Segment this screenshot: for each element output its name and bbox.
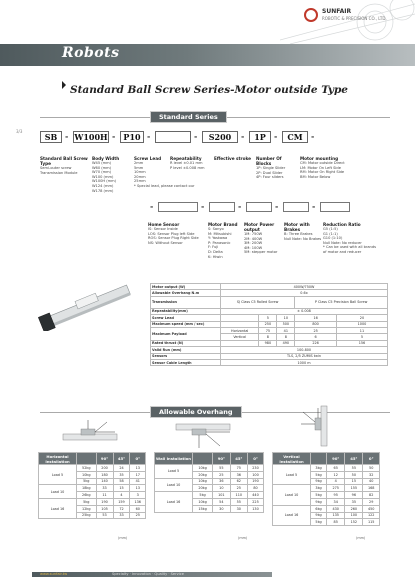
code-part-repeatability <box>155 131 191 143</box>
table-row: 10kg 180 35 17 <box>39 471 146 478</box>
table-row: 20kg 10 25 80 <box>155 485 264 492</box>
column-mounting: Motor mounting CM: Motor outside Direct LM: Motor On Left Side RM: Motor On Right Side BM: Motor Below <box>300 156 345 179</box>
wall-install-figure <box>170 418 240 450</box>
table-row: 5kg 12 50 32 <box>273 471 380 478</box>
table-row: Load 5 10kg 55 75 230 <box>155 465 264 472</box>
code-part-reduction <box>320 202 350 212</box>
code-dash: - <box>241 131 245 141</box>
table-row: 10kg 54 55 225 <box>155 498 264 505</box>
horizontal-overhang-table: Horizontal Installation 90° 45° 0° Load 5 52kg 200 24 13 10kg 180 35 17 5kg 140 58 41 Load 10 18kg 33 15 13 26kg 11 4 3 Load 16 5kg 190 159 136 12kg 105 72 60 25kg 53 33 25 <box>38 452 146 519</box>
table-row: Load 16 6kg 430 260 450 <box>273 505 380 512</box>
table-row: Repeatability(mm) ± 0.008 <box>151 308 388 314</box>
section-heading: Standard Ball Screw Series-Motor outside Type <box>70 84 348 96</box>
product-image <box>38 283 138 331</box>
code-dash: - <box>311 131 315 141</box>
table-row: 9kg 34 35 29 <box>273 498 380 505</box>
table-row: Transmission SJ Class C5 Rolled Screw P Class C5 Precision Ball Screw <box>151 296 388 308</box>
vertical-install-figure <box>295 404 355 448</box>
code-part-lead: P10 <box>120 131 144 143</box>
table-row: Sensors TLS, 2/5 ZUMIS twin <box>151 353 388 359</box>
unit-label: (mm) <box>356 536 366 540</box>
spec-table <box>150 283 388 366</box>
code-dash: - <box>201 201 205 211</box>
column-sensor: Home Sensor IS: Sensor Inside LOS: Sensor Plug left Side ROS: Sensor Plug Right Side NS: Without Sensor <box>148 222 199 245</box>
logo-subtitle: ROBOTIC & PRECISION CO., LTD. <box>322 16 387 21</box>
allowable-overhang-label: Allowable Overhang <box>150 406 242 418</box>
column-stroke: Effective stroke <box>214 156 251 161</box>
code-part-power <box>246 202 272 212</box>
unit-label: (mm) <box>118 536 128 540</box>
table-row: Allowable Overhang N.m 0.6x <box>151 290 388 296</box>
column-type: Standard Ball Screw Type Semi-outer screw Transmission Module <box>40 156 88 175</box>
table-row: Maximum speed (mm / sec) 250 500 800 1000 <box>151 321 388 327</box>
table-row: Rated thrust (N) 980 490 226 156 <box>151 340 388 346</box>
code-part-stroke: S200 <box>202 131 238 143</box>
standard-series-label: Standard Series <box>150 111 227 123</box>
table-row: Load 16 5kg 190 159 136 <box>39 498 146 505</box>
heading-arrow-icon <box>62 81 66 89</box>
code-dash: - <box>147 131 151 141</box>
column-repeatability: Repeatability R level ±0.01 mm P level ±0.008 mm <box>170 156 205 170</box>
code-part-blocks: 1P <box>249 131 271 143</box>
column-power: Motor Power output 1M: 750W 2M: 400W 3M: 200W 4M: 100W 5M: stepper motor <box>244 222 278 255</box>
vertical-overhang-table: Vertical Installation 90° 45° 0° Load 5 3kg 65 55 50 5kg 12 50 32 9kg 4 15 40 Load 10 3kg 275 155 168 5kg 95 96 82 9kg 34 35 29 Load 16 6kg 430 260 450 9kg 135 100 122 5kg 85 152 115 <box>272 452 380 526</box>
table-row: 5kg 140 58 41 <box>39 478 146 485</box>
table-row: 25kg 53 33 25 <box>39 512 146 519</box>
code-part-width: W100H <box>74 132 108 142</box>
footer-url[interactable]: www.sunfair.tw <box>40 572 68 576</box>
code-dash: - <box>238 201 242 211</box>
table-row: Maximum Payload Horizontal 75 41 25 11 <box>151 327 388 333</box>
table-row: Vertical 8 8 6 5 <box>151 334 388 340</box>
code-dash: - <box>274 131 278 141</box>
column-reduction: Reduction Ratio G5 (1:5) G1 (1:1) G10 (1:10) Null Note: No reducer * Can be used with all brands of motor and reducer <box>323 222 376 254</box>
table-row: Screw Lead 5 10 16 20 <box>151 315 388 321</box>
code-dash: - <box>112 131 116 141</box>
column-brand: Motor Brand S: Sanyo M: Mitsubishi Y: Yaskawa P: Panasonic F: Fuji D: Delta K: Hiwin <box>208 222 238 259</box>
table-row: Valid Run (mm) 100-800 <box>151 347 388 353</box>
code-part-mounting: CM <box>282 131 308 143</box>
code-part-type: SB <box>40 131 62 143</box>
table-row: 5kg 85 152 115 <box>273 519 380 526</box>
table-row: 5kg 95 96 82 <box>273 492 380 499</box>
table-row: 26kg 11 4 3 <box>39 492 146 499</box>
table-row: 9kg 135 100 122 <box>273 512 380 519</box>
table-row: Motor output (W) 400W/750W <box>151 284 388 290</box>
wall-overhang-table: Wall Installation 90° 45° 0° Load 5 10kg 55 75 230 20kg 25 36 100 Load 10 10kg 36 62 190 20kg 10 25 80 Load 16 5kg 101 110 440 10kg 54 55 225 15kg 30 30 130 <box>154 452 264 513</box>
table-row: 9kg 4 15 40 <box>273 478 380 485</box>
code-dash: - <box>312 201 316 211</box>
table-row: 12kg 105 72 60 <box>39 505 146 512</box>
table-row: Load 16 5kg 101 110 440 <box>155 492 264 499</box>
table-row: Load 10 10kg 36 62 190 <box>155 478 264 485</box>
code-dash: - <box>150 201 154 211</box>
code-part-brake <box>283 202 309 212</box>
table-row: Load 5 3kg 65 55 50 <box>273 465 380 472</box>
code-part-brand <box>209 202 235 212</box>
page-title: Robots <box>62 45 120 61</box>
footer-slogan: Specialty · Innovation · Quality · Service <box>112 572 184 576</box>
code-dash: - <box>275 201 279 211</box>
column-blocks: Number Of Blocks 1P: Single Slider 2P: Dual Slider 4P: Four sliders <box>256 156 286 180</box>
side-tag: 3/3 <box>16 129 23 134</box>
logo-icon <box>304 8 318 22</box>
table-row: Load 10 3kg 275 155 168 <box>273 485 380 492</box>
column-lead: Screw Lead 2mm 5mm 10mm 20mm 25mm * Special lead, please contact our <box>134 156 195 188</box>
table-row: 20kg 25 36 100 <box>155 471 264 478</box>
unit-label: (mm) <box>238 536 248 540</box>
table-row: Sensor Cable Length 1000 m <box>151 359 388 365</box>
logo-text: SUNFAIR <box>322 8 352 15</box>
code-dash: - <box>65 131 69 141</box>
table-row: 15kg 30 30 130 <box>155 505 264 512</box>
code-dash: - <box>194 131 198 141</box>
column-width: Body Width W45 (mm) W60 (mm) W70 (mm) W100 (mm) W100H (mm) W124 (mm) W178 (mm) <box>92 156 120 193</box>
column-brake: Motor with Brakes B: Three Brakes Null Note: No Brakes <box>284 222 322 241</box>
table-row: Load 10 18kg 33 15 13 <box>39 485 146 492</box>
code-part-sensor <box>158 202 198 212</box>
horizontal-install-figure <box>55 418 125 450</box>
decorative-gear-pattern <box>280 0 415 44</box>
table-row: Load 5 52kg 200 24 13 <box>39 465 146 472</box>
